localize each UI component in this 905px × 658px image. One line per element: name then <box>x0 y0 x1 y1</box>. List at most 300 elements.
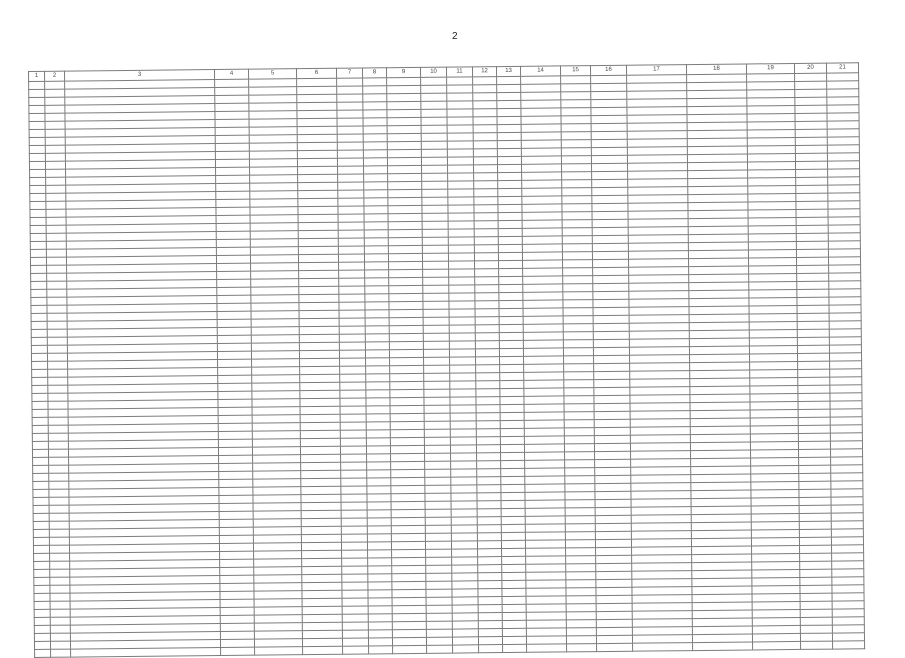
table-cell <box>499 324 523 332</box>
table-cell <box>342 606 368 614</box>
table-cell <box>342 614 368 622</box>
table-cell <box>426 605 452 613</box>
table-cell <box>448 221 474 229</box>
table-cell <box>424 437 450 445</box>
table-cell <box>501 452 525 460</box>
table-cell <box>33 457 49 465</box>
column-number: 13 <box>496 66 520 76</box>
table-cell <box>498 164 522 172</box>
column-number: 3 <box>65 70 215 82</box>
table-cell <box>425 469 451 477</box>
table-cell <box>447 117 473 125</box>
column-number: 5 <box>248 69 296 80</box>
table-cell <box>500 372 524 380</box>
table-cell <box>33 537 49 545</box>
table-cell <box>452 621 478 629</box>
table-cell <box>365 302 389 310</box>
table-cell <box>29 145 45 153</box>
table-cell <box>30 169 46 177</box>
column-number: 15 <box>560 66 590 76</box>
table-cell <box>29 81 45 89</box>
table-cell <box>501 492 525 500</box>
table-cell <box>49 473 69 481</box>
table-cell <box>424 429 450 437</box>
table-cell <box>500 380 524 388</box>
table-cell <box>448 205 474 213</box>
table-cell <box>340 422 366 430</box>
table-cell <box>343 646 369 654</box>
table-cell <box>338 254 364 262</box>
table-cell <box>303 646 343 654</box>
table-cell <box>423 301 449 309</box>
table-cell <box>477 525 501 533</box>
table-cell <box>338 206 364 214</box>
table-cell <box>423 285 449 293</box>
table-cell <box>342 558 368 566</box>
table-body <box>29 63 865 658</box>
table-cell <box>477 469 501 477</box>
table-cell <box>368 630 392 638</box>
table-cell <box>34 625 50 633</box>
table-cell <box>46 169 66 177</box>
table-cell <box>50 561 70 569</box>
table-cell <box>339 350 365 358</box>
table-cell <box>500 428 524 436</box>
table-cell <box>364 222 388 230</box>
table-cell <box>478 589 502 597</box>
table-cell <box>477 541 501 549</box>
table-cell <box>34 561 50 569</box>
table-cell <box>338 190 364 198</box>
table-cell <box>499 284 523 292</box>
table-cell <box>477 461 501 469</box>
table-cell <box>30 193 46 201</box>
table-cell <box>476 405 500 413</box>
table-cell <box>423 261 449 269</box>
table-cell <box>450 429 476 437</box>
table-cell <box>48 385 68 393</box>
table-cell <box>341 542 367 550</box>
table-cell <box>341 486 367 494</box>
table-cell <box>364 214 388 222</box>
table-cell <box>421 109 447 117</box>
table-cell <box>46 241 66 249</box>
table-cell <box>339 278 365 286</box>
table-cell <box>502 620 526 628</box>
table-cell <box>498 244 522 252</box>
table-cell <box>337 86 363 94</box>
table-cell <box>34 577 50 585</box>
table-cell <box>500 412 524 420</box>
table-cell <box>35 649 51 657</box>
table-cell <box>424 389 450 397</box>
table-cell <box>450 421 476 429</box>
table-cell <box>367 478 391 486</box>
table-cell <box>473 85 497 93</box>
table-cell <box>475 261 499 269</box>
table-cell <box>31 297 47 305</box>
table-cell <box>479 645 503 653</box>
table-cell <box>50 601 70 609</box>
table-cell <box>451 533 477 541</box>
table-cell <box>451 469 477 477</box>
table-cell <box>452 573 478 581</box>
table-cell <box>29 113 45 121</box>
table-cell <box>340 358 366 366</box>
table-cell <box>422 181 448 189</box>
table-cell <box>497 116 521 124</box>
table-cell <box>498 212 522 220</box>
column-number: 20 <box>794 63 826 73</box>
table-cell <box>501 532 525 540</box>
table-cell <box>497 100 521 108</box>
table-cell <box>31 313 47 321</box>
table-cell <box>447 93 473 101</box>
table-cell <box>340 446 366 454</box>
table-cell <box>341 462 367 470</box>
table-cell <box>473 101 497 109</box>
table-cell <box>499 348 523 356</box>
table-cell <box>449 285 475 293</box>
table-cell <box>30 225 46 233</box>
table-cell <box>339 334 365 342</box>
table-cell <box>50 593 70 601</box>
table-cell <box>424 373 450 381</box>
table-cell <box>30 185 46 193</box>
table-cell <box>45 129 65 137</box>
table-cell <box>423 317 449 325</box>
table-cell <box>46 233 66 241</box>
column-number: 6 <box>296 68 336 78</box>
table-cell <box>342 566 368 574</box>
table-cell <box>342 638 368 646</box>
table-cell <box>46 201 66 209</box>
table-cell <box>49 481 69 489</box>
table-cell <box>449 325 475 333</box>
table-cell <box>448 229 474 237</box>
table-cell <box>501 540 525 548</box>
table-cell <box>448 253 474 261</box>
table-cell <box>449 349 475 357</box>
table-cell <box>474 245 498 253</box>
table-cell <box>478 549 502 557</box>
table-cell <box>32 401 48 409</box>
table-cell <box>502 612 526 620</box>
table-cell <box>47 265 67 273</box>
table-cell <box>49 489 69 497</box>
table-cell <box>368 614 392 622</box>
table-cell <box>424 397 450 405</box>
table-cell <box>500 420 524 428</box>
table-cell <box>365 350 389 358</box>
table-cell <box>31 305 47 313</box>
table-cell <box>363 78 387 86</box>
table-cell <box>337 158 363 166</box>
table-cell <box>29 105 45 113</box>
table-cell <box>424 381 450 389</box>
table-cell <box>448 213 474 221</box>
table-cell <box>499 300 523 308</box>
table-cell <box>474 197 498 205</box>
table-cell <box>475 285 499 293</box>
table-cell <box>369 646 393 654</box>
table-cell <box>426 613 452 621</box>
table-cell <box>421 85 447 93</box>
table-cell <box>421 133 447 141</box>
table-cell <box>48 433 68 441</box>
table-cell <box>421 149 447 157</box>
table-cell <box>339 318 365 326</box>
table-cell <box>501 500 525 508</box>
table-cell <box>423 269 449 277</box>
table-cell <box>451 461 477 469</box>
table-cell <box>421 93 447 101</box>
table-cell <box>338 222 364 230</box>
table-cell <box>48 425 68 433</box>
table-cell <box>753 641 801 650</box>
table-cell <box>339 310 365 318</box>
table-cell <box>365 334 389 342</box>
table-cell <box>451 485 477 493</box>
table-cell <box>45 97 65 105</box>
table-cell <box>478 573 502 581</box>
table-cell <box>30 249 46 257</box>
table-cell <box>425 541 451 549</box>
table-cell <box>449 301 475 309</box>
table-cell <box>452 557 478 565</box>
table-cell <box>448 173 474 181</box>
table-cell <box>474 205 498 213</box>
table-cell <box>365 294 389 302</box>
table-cell <box>33 529 49 537</box>
column-number: 2 <box>45 71 65 81</box>
table-cell <box>426 589 452 597</box>
table-cell <box>450 445 476 453</box>
column-number: 1 <box>29 71 45 81</box>
table-cell <box>425 517 451 525</box>
table-cell <box>45 153 65 161</box>
table-cell <box>422 221 448 229</box>
table-cell <box>31 353 47 361</box>
column-number: 10 <box>420 67 446 77</box>
table-cell <box>30 257 46 265</box>
table-cell <box>32 433 48 441</box>
table-cell <box>502 636 526 644</box>
table-cell <box>499 292 523 300</box>
table-cell <box>363 150 387 158</box>
table-cell <box>498 180 522 188</box>
table-cell <box>498 188 522 196</box>
table-cell <box>340 374 366 382</box>
table-cell <box>451 509 477 517</box>
table-cell <box>48 377 68 385</box>
table-cell <box>50 625 70 633</box>
table-cell <box>447 133 473 141</box>
table-cell <box>449 269 475 277</box>
table-cell <box>338 174 364 182</box>
table-cell <box>476 389 500 397</box>
table-cell <box>451 493 477 501</box>
table-cell <box>474 253 498 261</box>
table-cell <box>49 529 69 537</box>
table-cell <box>50 577 70 585</box>
table-cell <box>47 337 67 345</box>
table-cell <box>32 361 48 369</box>
table-cell <box>34 569 50 577</box>
table-cell <box>45 89 65 97</box>
table-cell <box>363 94 387 102</box>
table-cell <box>32 369 48 377</box>
table-cell <box>30 241 46 249</box>
table-cell <box>450 437 476 445</box>
table-cell <box>448 181 474 189</box>
table-cell <box>447 109 473 117</box>
table-cell <box>47 345 67 353</box>
table-cell <box>447 141 473 149</box>
table-cell <box>502 580 526 588</box>
table-cell <box>422 237 448 245</box>
table-cell <box>48 441 68 449</box>
column-number: 8 <box>362 68 386 78</box>
table-cell <box>424 357 450 365</box>
table-cell <box>476 445 500 453</box>
table-cell <box>46 193 66 201</box>
table-cell <box>473 133 497 141</box>
table-cell <box>30 177 46 185</box>
table-cell <box>32 385 48 393</box>
table-cell <box>450 357 476 365</box>
table-cell <box>475 325 499 333</box>
table-cell <box>474 237 498 245</box>
table-cell <box>475 269 499 277</box>
table-cell <box>340 438 366 446</box>
table-cell <box>338 238 364 246</box>
table-cell <box>499 276 523 284</box>
table-cell <box>340 406 366 414</box>
table-cell <box>497 148 521 156</box>
table-cell <box>425 509 451 517</box>
table-cell <box>478 605 502 613</box>
table-cell <box>421 157 447 165</box>
column-number: 21 <box>826 63 858 73</box>
table-cell <box>367 502 391 510</box>
table-cell <box>340 430 366 438</box>
table-cell <box>32 417 48 425</box>
table-cell <box>364 254 388 262</box>
table-cell <box>364 174 388 182</box>
table-cell <box>475 341 499 349</box>
table-cell <box>366 398 390 406</box>
table-cell <box>448 237 474 245</box>
table-cell <box>339 342 365 350</box>
table-cell <box>451 517 477 525</box>
table-cell <box>47 353 67 361</box>
table-cell <box>501 508 525 516</box>
table-cell <box>368 590 392 598</box>
table-cell <box>500 444 524 452</box>
table-cell <box>476 365 500 373</box>
table-cell <box>338 246 364 254</box>
table-cell <box>801 641 833 649</box>
table-cell <box>49 465 69 473</box>
table-cell <box>366 366 390 374</box>
table-cell <box>452 629 478 637</box>
table-cell <box>366 430 390 438</box>
table-cell <box>366 414 390 422</box>
table-cell <box>51 649 71 657</box>
table-cell <box>476 429 500 437</box>
table-cell <box>498 172 522 180</box>
table-cell <box>368 582 392 590</box>
table-cell <box>33 505 49 513</box>
table-cell <box>447 157 473 165</box>
table-cell <box>476 397 500 405</box>
table-cell <box>32 449 48 457</box>
table-cell <box>46 209 66 217</box>
table-cell <box>476 421 500 429</box>
table-cell <box>501 460 525 468</box>
table-cell <box>500 396 524 404</box>
table-cell <box>498 236 522 244</box>
table-cell <box>363 110 387 118</box>
table-cell <box>453 645 479 653</box>
column-number: 16 <box>590 65 626 75</box>
table-cell <box>29 121 45 129</box>
table-cell <box>341 454 367 462</box>
table-cell <box>339 302 365 310</box>
table-cell <box>342 550 368 558</box>
table-cell <box>473 157 497 165</box>
table-cell <box>365 342 389 350</box>
table-cell <box>366 438 390 446</box>
table-cell <box>448 189 474 197</box>
table-cell <box>368 622 392 630</box>
table-cell <box>368 558 392 566</box>
table-cell <box>475 293 499 301</box>
table-cell <box>422 213 448 221</box>
table-cell <box>340 366 366 374</box>
table-cell <box>567 644 597 652</box>
table-cell <box>501 484 525 492</box>
table-cell <box>367 526 391 534</box>
table-cell <box>47 329 67 337</box>
table-cell <box>47 289 67 297</box>
table-cell <box>31 281 47 289</box>
table-cell <box>423 341 449 349</box>
table-cell <box>45 105 65 113</box>
register-table <box>28 62 865 658</box>
table-cell <box>497 76 521 84</box>
table-cell <box>30 209 46 217</box>
table-cell <box>451 525 477 533</box>
table-cell <box>365 326 389 334</box>
table-cell <box>50 641 70 649</box>
table-cell <box>497 140 521 148</box>
table-cell <box>502 572 526 580</box>
table-cell <box>342 590 368 598</box>
table-cell <box>341 502 367 510</box>
table-cell <box>477 501 501 509</box>
table-cell <box>475 277 499 285</box>
table-cell <box>448 245 474 253</box>
table-cell <box>364 166 388 174</box>
table-cell <box>364 198 388 206</box>
table-cell <box>478 637 502 645</box>
table-cell <box>502 588 526 596</box>
table-cell <box>474 213 498 221</box>
table-cell <box>425 533 451 541</box>
table-cell <box>47 313 67 321</box>
